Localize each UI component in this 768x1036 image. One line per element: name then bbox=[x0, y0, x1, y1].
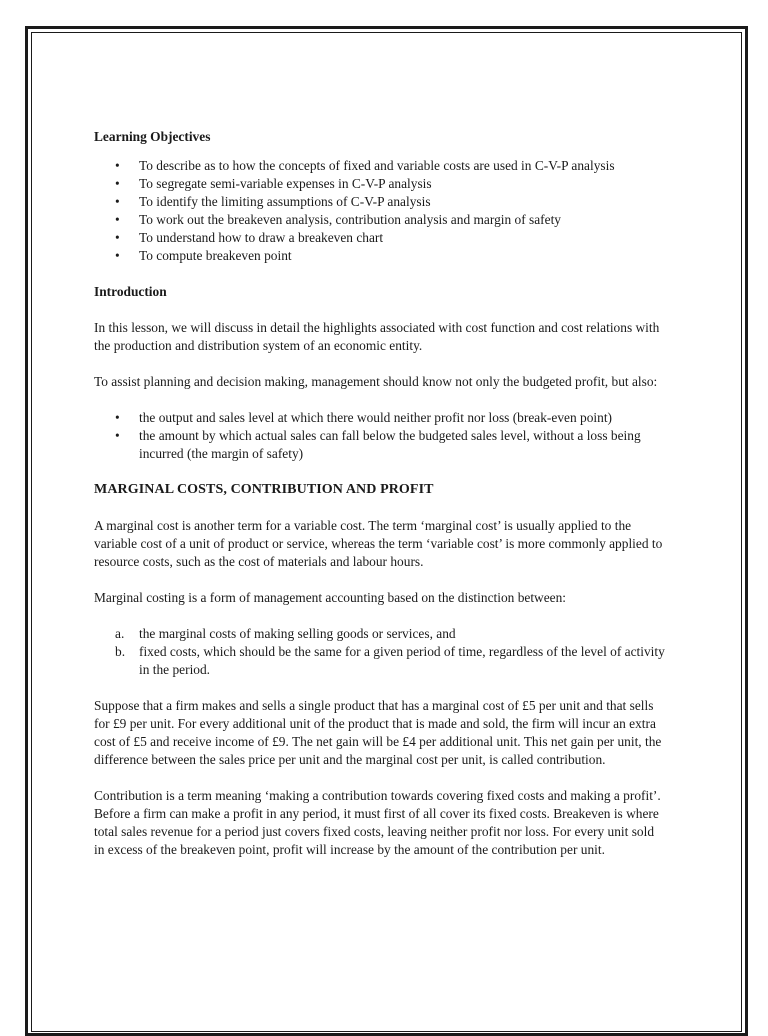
body-paragraph: Contribution is a term meaning ‘making a contribution towards covering fixed costs and making a profit’. Before a firm can make a profit in any period, it must first of all cover its fixed costs. Breakeven is where total sales revenue for a period just covers fixed costs, leaving neither profit nor loss. For every unit sold in excess of the breakeven point, profit will increase by the amount of the contribution per unit. bbox=[94, 788, 661, 857]
introduction-heading: Introduction bbox=[94, 284, 167, 299]
list-marker: b. bbox=[115, 644, 126, 659]
document-body bbox=[94, 128, 666, 859]
list-item: • To identify the limiting assumptions of C-V-P analysis bbox=[115, 194, 431, 209]
list-marker: a. bbox=[115, 626, 125, 641]
bullet-icon: • bbox=[115, 248, 120, 263]
list-item: • To segregate semi-variable expenses in C-V-P analysis bbox=[115, 176, 432, 191]
introduction-paragraph: In this lesson, we will discuss in detail the highlights associated with cost function and cost relations with the production and distribution system of an economic entity. bbox=[94, 320, 660, 353]
objectives-list bbox=[94, 157, 666, 265]
objectives-heading: Learning Objectives bbox=[94, 129, 211, 144]
bullet-icon: • bbox=[115, 158, 120, 173]
section-heading: MARGINAL COSTS, CONTRIBUTION AND PROFIT bbox=[94, 482, 434, 497]
bullet-icon: • bbox=[115, 230, 120, 245]
bullet-icon: • bbox=[115, 212, 120, 227]
list-item: • To understand how to draw a breakeven chart bbox=[115, 230, 384, 245]
introduction-list bbox=[94, 409, 666, 463]
list-item: • the amount by which actual sales can fall below the budgeted sales level, without a loss being incurred (the margin of safety) bbox=[115, 428, 641, 461]
list-item: • the output and sales level at which there would neither profit nor loss (break-even point) bbox=[115, 410, 612, 425]
lettered-list bbox=[94, 625, 666, 679]
list-item: a. the marginal costs of making selling goods or services, and bbox=[115, 626, 456, 641]
introduction-paragraph: To assist planning and decision making, management should know not only the budgeted profit, but also: bbox=[94, 374, 658, 389]
bullet-icon: • bbox=[115, 410, 120, 425]
list-item: • To describe as to how the concepts of fixed and variable costs are used in C-V-P analysis bbox=[115, 158, 615, 173]
body-paragraph: Suppose that a firm makes and sells a single product that has a marginal cost of £5 per unit and that sells for £9 per unit. For every additional unit of the product that is made and sold, the firm will incur an extra cost of £5 and receive income of £9. The net gain will be £4 per additional unit. This net gain per unit, the difference between the sales price per unit and the marginal cost per unit, is called contribution. bbox=[94, 698, 662, 767]
list-item: • To work out the breakeven analysis, contribution analysis and margin of safety bbox=[115, 212, 562, 227]
bullet-icon: • bbox=[115, 428, 120, 443]
list-item: • To compute breakeven point bbox=[115, 248, 292, 263]
bullet-icon: • bbox=[115, 176, 120, 191]
bullet-icon: • bbox=[115, 194, 120, 209]
list-item: b. fixed costs, which should be the same for a given period of time, regardless of the level of activity in the period. bbox=[115, 644, 665, 677]
body-paragraph: A marginal cost is another term for a variable cost. The term ‘marginal cost’ is usually applied to the variable cost of a unit of product or service, whereas the term ‘variable cost’ is more commonly applied to resource costs, such as the cost of materials and labour hours. bbox=[94, 518, 663, 569]
body-paragraph: Marginal costing is a form of management accounting based on the distinction between: bbox=[94, 590, 567, 605]
